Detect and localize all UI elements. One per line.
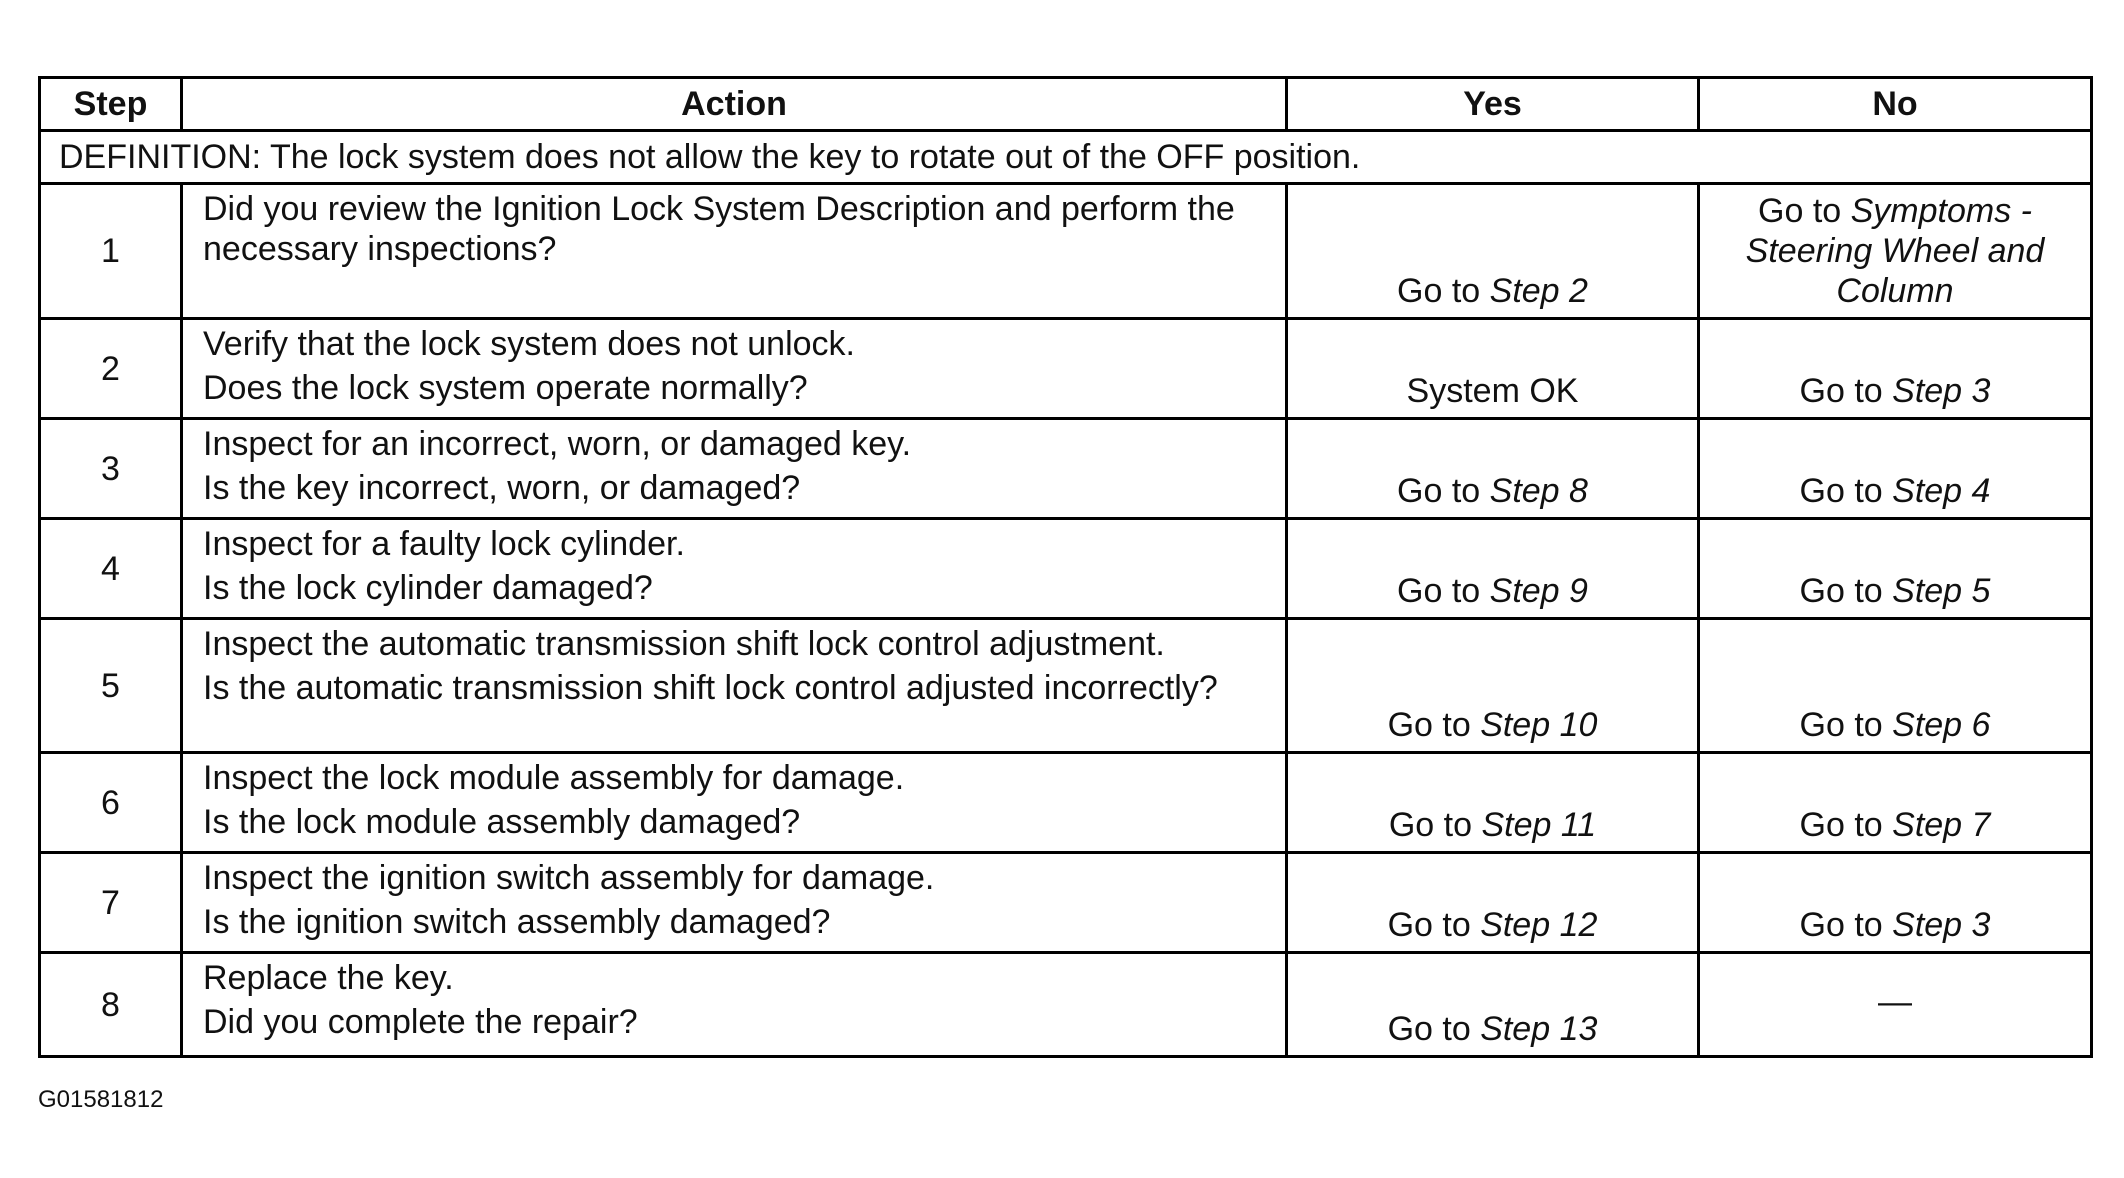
action-cell: [182, 319, 1287, 419]
no-result-prefix: —: [1878, 982, 1912, 1021]
action-instruction: Inspect the automatic transmission shift lock control adjustment.: [203, 625, 1165, 663]
action-cell: [182, 853, 1287, 953]
yes-result-prefix: Go to: [1387, 906, 1481, 944]
no-result-prefix: Go to: [1799, 906, 1893, 944]
yes-result-prefix: Go to: [1397, 272, 1490, 310]
figure-id: G01581812: [38, 1086, 164, 1113]
header-no: No: [1699, 78, 2092, 131]
action-question: Does the lock system operate normally?: [203, 369, 808, 407]
no-result-cell: [1699, 753, 2092, 853]
yes-result-target-link[interactable]: Step 12: [1480, 906, 1598, 944]
yes-result-prefix: Go to: [1397, 572, 1490, 610]
no-result-cell: [1699, 319, 2092, 419]
step-number: 3: [40, 419, 182, 519]
step-number: 4: [40, 519, 182, 619]
yes-result-cell: [1287, 619, 1699, 753]
yes-result-cell: [1287, 519, 1699, 619]
step-number: 5: [40, 619, 182, 753]
yes-result-cell: [1287, 184, 1699, 319]
no-result-cell: [1699, 619, 2092, 753]
no-result-cell: [1699, 853, 2092, 953]
no-result-prefix: Go to: [1758, 192, 1851, 230]
action-question: Is the key incorrect, worn, or damaged?: [203, 469, 801, 507]
step-number: 2: [40, 319, 182, 419]
yes-result-prefix: Go to: [1387, 1010, 1481, 1048]
no-result-target-link[interactable]: Step 3: [1892, 372, 1991, 410]
diagnostic-table: [38, 76, 2093, 1058]
no-result-cell: [1699, 519, 2092, 619]
header-yes: Yes: [1287, 78, 1699, 131]
action-cell: [182, 753, 1287, 853]
action-question: Is the automatic transmission shift lock control adjusted incorrectly?: [203, 669, 1218, 707]
yes-result-cell: [1287, 753, 1699, 853]
action-cell: [182, 519, 1287, 619]
yes-result-target-link[interactable]: Step 8: [1489, 472, 1588, 510]
table-row: [40, 519, 2092, 619]
header-row: [40, 78, 2092, 131]
action-question: Did you complete the repair?: [203, 1003, 638, 1041]
no-result-prefix: Go to: [1799, 372, 1893, 410]
yes-result-cell: [1287, 319, 1699, 419]
no-result-cell: [1699, 184, 2092, 319]
action-question: Is the ignition switch assembly damaged?: [203, 903, 831, 941]
yes-result-target-link[interactable]: Step 13: [1480, 1010, 1598, 1048]
no-result-target-link[interactable]: Symptoms - Steering Wheel and Column: [1745, 192, 2045, 310]
no-result-cell: [1699, 953, 2092, 1057]
yes-result-prefix: Go to: [1387, 706, 1481, 744]
action-instruction: Inspect for a faulty lock cylinder.: [203, 525, 685, 563]
definition-row: [40, 131, 2092, 184]
table-row: [40, 184, 2092, 319]
no-result-target-link[interactable]: Step 5: [1892, 572, 1991, 610]
action-question: Is the lock cylinder damaged?: [203, 569, 653, 607]
action-instruction: Inspect the ignition switch assembly for damage.: [203, 859, 935, 897]
no-result-target-link[interactable]: Step 6: [1892, 706, 1991, 744]
no-result-cell: [1699, 419, 2092, 519]
no-result-prefix: Go to: [1799, 806, 1893, 844]
action-cell: [182, 619, 1287, 753]
definition-text: DEFINITION: The lock system does not allow the key to rotate out of the OFF position.: [40, 131, 2092, 184]
yes-result-cell: [1287, 853, 1699, 953]
table-row: [40, 953, 2092, 1057]
action-cell: [182, 419, 1287, 519]
action-instruction: Verify that the lock system does not unlock.: [203, 325, 855, 363]
action-instruction: Did you review the Ignition Lock System Description and perform the necessary inspections?: [203, 190, 1235, 268]
header-step: Step: [40, 78, 182, 131]
step-number: 8: [40, 953, 182, 1057]
yes-result-target-link[interactable]: Step 9: [1489, 572, 1588, 610]
action-instruction: Inspect for an incorrect, worn, or damaged key.: [203, 425, 912, 463]
no-result-prefix: Go to: [1799, 572, 1893, 610]
yes-result-cell: [1287, 419, 1699, 519]
action-question: Is the lock module assembly damaged?: [203, 803, 801, 841]
yes-result-target-link[interactable]: Step 10: [1480, 706, 1598, 744]
header-action: Action: [182, 78, 1287, 131]
no-result-prefix: Go to: [1799, 706, 1893, 744]
no-result-target-link[interactable]: Step 4: [1892, 472, 1991, 510]
action-cell: [182, 953, 1287, 1057]
step-number: 7: [40, 853, 182, 953]
yes-result-prefix: System OK: [1406, 372, 1579, 410]
yes-result-target-link[interactable]: Step 2: [1489, 272, 1588, 310]
action-instruction: Inspect the lock module assembly for damage.: [203, 759, 905, 797]
step-number: 6: [40, 753, 182, 853]
table-row: [40, 753, 2092, 853]
yes-result-cell: [1287, 953, 1699, 1057]
yes-result-target-link[interactable]: Step 11: [1481, 806, 1597, 844]
table-row: [40, 853, 2092, 953]
action-cell: [182, 184, 1287, 319]
no-result-prefix: Go to: [1799, 472, 1893, 510]
no-result-target-link[interactable]: Step 3: [1892, 906, 1991, 944]
yes-result-prefix: Go to: [1397, 472, 1490, 510]
yes-result-prefix: Go to: [1388, 806, 1482, 844]
table-row: [40, 419, 2092, 519]
no-result-target-link[interactable]: Step 7: [1892, 806, 1991, 844]
action-instruction: Replace the key.: [203, 959, 454, 997]
table-row: [40, 319, 2092, 419]
step-number: 1: [40, 184, 182, 319]
table-row: [40, 619, 2092, 753]
